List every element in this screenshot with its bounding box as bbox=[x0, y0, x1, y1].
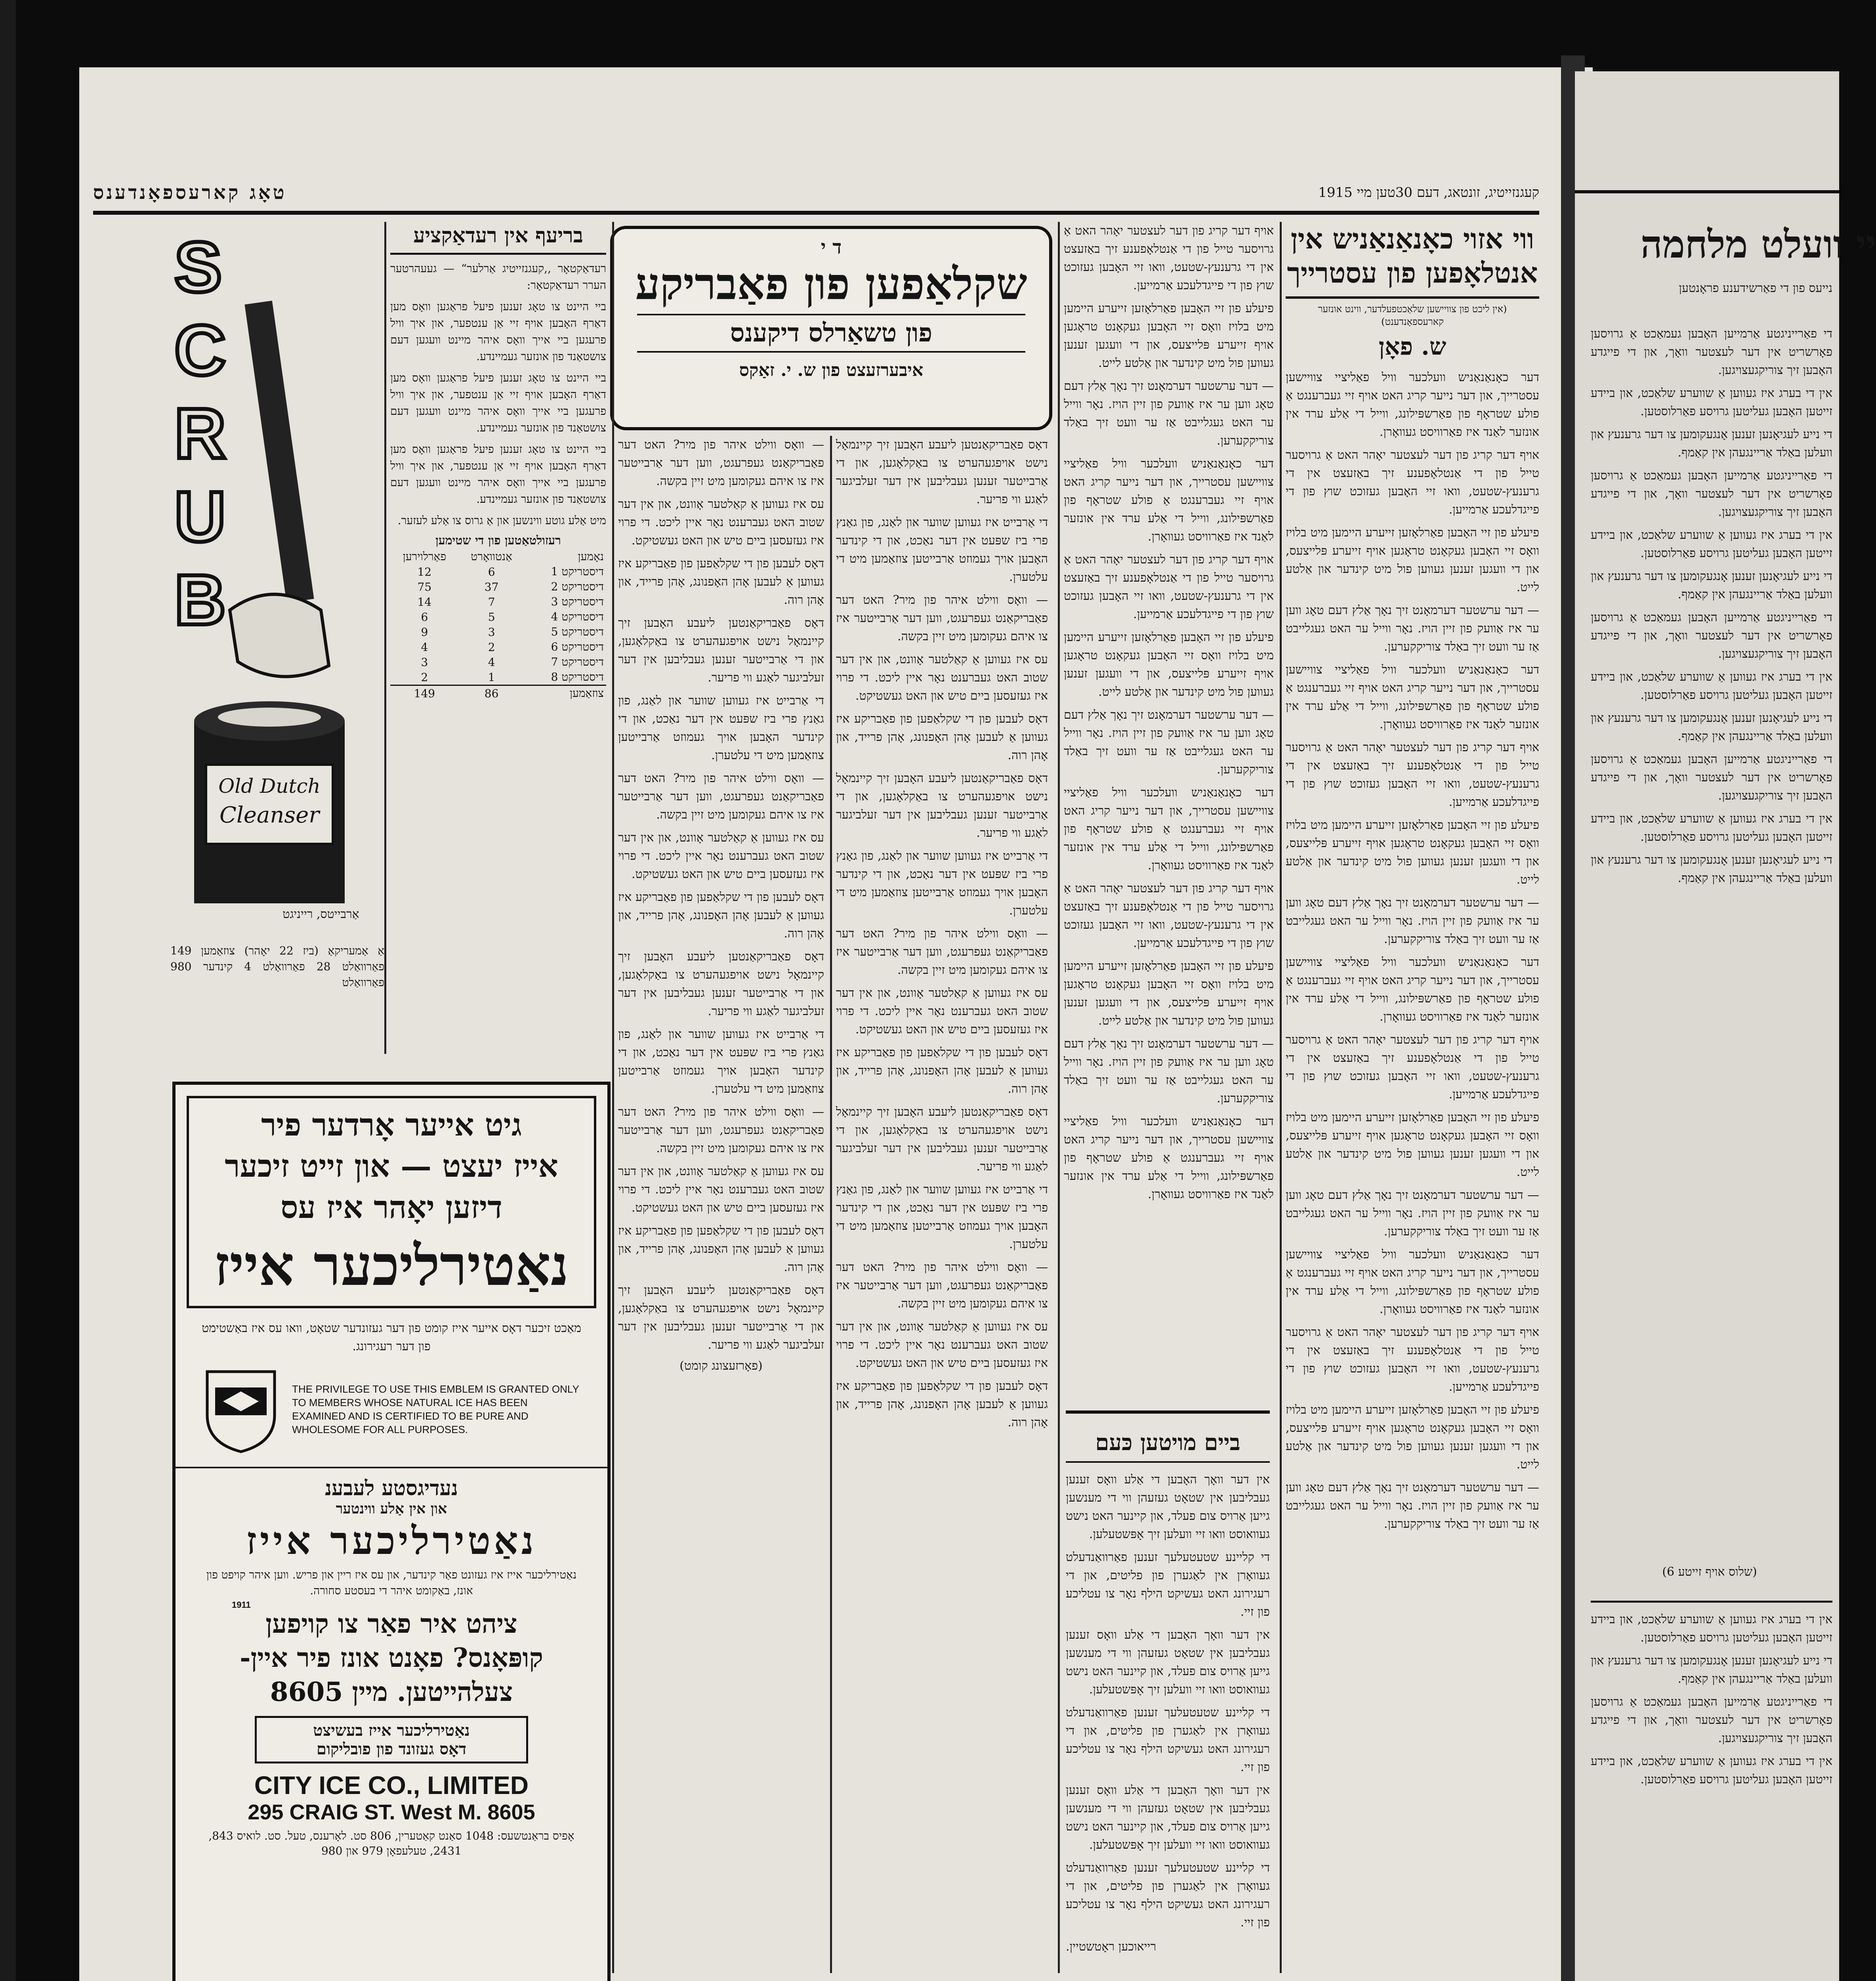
paragraph: פיעלע פון זיי האָבען פאַרלאָזען זייערע היימען מיט בלויז וואָס זיי האָבען געקאָנט טראָגען אויף זייערע פּלייצעס, און די וועגען זענען געווען פול מיט קינדער און אַלטע לייט. bbox=[1064, 959, 1274, 1028]
ice-purity-box bbox=[255, 1716, 528, 1763]
box-body bbox=[1066, 1471, 1270, 1932]
ice-company-name: CITY ICE CO., LIMITED bbox=[254, 1771, 529, 1800]
table-cell: 12 bbox=[417, 565, 432, 578]
paragraph: — וואָס ווילט איהר פון מיר? האט דער פאַבריקאַנט געפרעגט, ווען דער אַרבייטער איז צו איהם געקומען מיט זיין בקשה. bbox=[618, 1105, 824, 1155]
letters-footnote bbox=[170, 943, 384, 1054]
table-cell: 2 bbox=[421, 670, 428, 684]
adjacent-folio-rule bbox=[1575, 182, 1839, 193]
paragraph: ביי היינט צו טאָג זענען פיעל פראַגען וואָס מען דאַרף האָבען אויף זיי אַן ענטפער, און איך וויל פרעגען ביי אייך וואָס איהר מיינט וועגען דעם צושטאַנד פון אונזער געמיינדע. bbox=[390, 443, 606, 506]
table-header-cell: נאָמען bbox=[578, 550, 604, 563]
table-cell: דיסטריקט 1 bbox=[551, 565, 604, 578]
table-row bbox=[390, 579, 606, 594]
table-cell: 149 bbox=[414, 687, 435, 700]
ice-section-title: נאַטירליכער אייז bbox=[246, 1518, 537, 1563]
paragraph: — וואָס ווילט איהר פון מיר? האט דער פאַבריקאַנט געפרעגט, ווען דער אַרבייטער איז צו איהם געקומען מיט זיין בקשה. bbox=[836, 1260, 1048, 1311]
city-ice-ad bbox=[172, 1082, 611, 1981]
folio-date: קעגנזייטיג, זונטאג, דעם 30טען מיי 1915 bbox=[1318, 185, 1539, 200]
paragraph: — וואָס ווילט איהר פון מיר? האט דער פאַבריקאַנט געפרעגט, ווען דער אַרבייטער איז צו איהם געקומען מיט זיין בקשה. bbox=[618, 438, 824, 488]
paragraph: דאָס פאַבריקאַנטען ליעבע האָבען זיך קיינמאָל נישט אויפגעהערט צו באַקלאָגען, און די אַרבייטער זענען געבליבען אין דער זעלביגער לאַגע ווי פריער. bbox=[618, 950, 824, 1018]
ice-company-address: 295 CRAIG ST. West M. 8605 bbox=[248, 1800, 535, 1824]
ice-purity-line1: נאַטירליכער אייז בעשיצט bbox=[313, 1721, 470, 1740]
paragraph: די פאַרייניגטע אַרמייען האָבען געמאַכט אַ גרויסען פאָרשריט אין דער לעצטער וואָך, און די פייגדע האָבען זיך צוריקגעצויגען. bbox=[1591, 469, 1832, 519]
paragraph: עס איז געווען אַ קאַלטער אָוונט, און אין דער שטוב האט געברענט נאָר איין ליכט. די פרוי איז געזעסען ביים טיש און האט געשטיקט. bbox=[618, 831, 824, 881]
paragraph: דאָס לעבען פון די שקלאַפען פון פאַבריקע איז געווען אַ לעבען אָהן האָפנונג, אָהן פרייד, און אָהן רוה. bbox=[618, 890, 824, 941]
paragraph: די קליינע שטעטעלעך זענען פאַרוואַנדעלט געוואָרן אין לאַגערן פון פליטים, און די רעגירונג האט געשיקט הילף נאָר צו עטליכע פון זיי. bbox=[1066, 1861, 1270, 1929]
ice-section-head: נעדיגסטע לעבענ bbox=[176, 1467, 607, 1500]
letters-headline: בריעף אין רעדאַקציע bbox=[390, 222, 606, 255]
table-row bbox=[390, 655, 606, 670]
paragraph: די נייע לעגיאָנען זענען אָנגעקומען צו דער גרענעץ און וועלען באַלד אַריינגעהן אין קאַמף. bbox=[1591, 1654, 1832, 1686]
table-cell: 5 bbox=[488, 610, 495, 624]
paragraph: פיעלע פון זיי האָבען פאַרלאָזען זייערע היימען מיט בלויז וואָס זיי האָבען געקאָנט טראָגען אויף זייערע פּלייצעס, און די וועגען זענען געווען פול מיט קינדער און אַלטע לייט. bbox=[1286, 818, 1539, 887]
paragraph: די אַרבייט איז געווען שווער און לאַנג, פון גאַנץ פרי ביז שפּעט אין דער נאַכט, און די קינדער האָבען אויך געמוזט אַרבייטען צוזאַמען מיט די עלטערן. bbox=[618, 694, 824, 762]
hand-shape bbox=[230, 594, 329, 677]
ice-section-sub: און אין אַלע ווינטער bbox=[336, 1500, 447, 1517]
paragraph: — דער ערשטער דערמאָנט זיך נאָך אַלץ דעם טאָג ווען ער איז אַוועק פון זיין הויז. נאָר ווייל ער האט געגלייבט אַז ער וועט זיך באַלד צוריקקערען. bbox=[1064, 708, 1274, 777]
main-article-byline: ש. פאָן bbox=[1378, 333, 1447, 361]
ice-association-emblem-icon bbox=[199, 1364, 282, 1455]
ice-section-body: נאַטירליכער אייז איז געזונט פאַר קינדער, און עס איז ריין און פריש. ווען איהר קויפט פון אונז, באַקומט איהר די בעסטע סחורה. bbox=[206, 1568, 577, 1597]
letters-body bbox=[390, 260, 606, 529]
paragraph: פיעלע פון זיי האָבען פאַרלאָזען זייערע היימען מיט בלויז וואָס זיי האָבען געקאָנט טראָגען אויף זייערע פּלייצעס, און די וועגען זענען געווען פול מיט קינדער און אַלטע לייט. bbox=[1064, 630, 1274, 699]
table-header-cell: אַנטוואָרט bbox=[471, 550, 512, 563]
table-row bbox=[390, 564, 606, 579]
letters-table-title: רעזולטאַטען פון די שטימען bbox=[435, 534, 561, 548]
paragraph: די נייע לעגיאָנען זענען אָנגעקומען צו דער גרענעץ און וועלען באַלד אַריינגעהן אין קאַמף. bbox=[1591, 711, 1832, 743]
center-headline: שקלאַפען פון פאַבריקע bbox=[635, 258, 1027, 309]
paragraph: אין דער וואָך האָבען די אַלע וואָס זענען געבליבען אין שטאָט געזעהן ווי די מענשען גייען אַרויס צום פעלד, און קיינער האט נישט געוואוסט וואו זיי וועלען זיך אָפּשטעלען. bbox=[1066, 1628, 1270, 1697]
paragraph: — וואָס ווילט איהר פון מיר? האט דער פאַבריקאַנט געפרעגט, ווען דער אַרבייטער איז צו איהם געקומען מיט זיין בקשה. bbox=[836, 593, 1048, 643]
center-subhead: פון טשאַרלס דיקענס bbox=[637, 314, 1025, 353]
paragraph: דער כאָנאַנאַניש וועלכער וויל פאַליציי צוויישען עסטרייך, און דער נייער קריג האט אויף זיי געברענגט אַ פולע שטראָף פון פאַרשפּילונג, ווייל די אַלע ערד אין אונזער לאַנד איז פאַרוויסט געוואָרן. bbox=[1286, 1248, 1539, 1316]
table-cell: 86 bbox=[484, 687, 499, 700]
paragraph: אויף דער קריג פון דער לעצטער יאָהר האט אַ גרויסער טייל פון די אַנטלאָפענע זיך באַזעצט אין די גרענעץ-שטעט, וואו זיי האָבען געזוכט שוץ פון די פייגדלעכע אַרמייען. bbox=[1064, 882, 1274, 950]
paragraph: אויף דער קריג פון דער לעצטער יאָהר האט אַ גרויסער טייל פון די אַנטלאָפענע זיך באַזעצט אין די גרענעץ-שטעט, וואו זיי האָבען געזוכט שוץ פון די פייגדלעכע אַרמייען. bbox=[1064, 224, 1274, 292]
ice-purity-line2: דאָס געזונד פון פובליקום bbox=[316, 1740, 467, 1758]
adjacent-headline: יי וועלט מלחמה bbox=[1640, 222, 1876, 267]
paragraph: אויף דער קריג פון דער לעצטער יאָהר האט אַ גרויסער טייל פון די אַנטלאָפענע זיך באַזעצט אין די גרענעץ-שטעט, וואו זיי האָבען געזוכט שוץ פון די פייגדלעכע אַרמייען. bbox=[1286, 448, 1539, 517]
adjacent-body-2 bbox=[1591, 1601, 1832, 1981]
column-rule bbox=[830, 436, 832, 1973]
box-signature: רייאוכען ראָטשטיין. bbox=[1066, 1940, 1157, 1954]
page-left-edge bbox=[0, 0, 16, 1981]
paragraph: דער כאָנאַנאַניש וועלכער וויל פאַליציי צוויישען עסטרייך, און דער נייער קריג האט אויף זיי געברענגט אַ פולע שטראָף פון פאַרשפּילונג, ווייל די אַלע ערד אין אונזער לאַנד איז פאַרוויסט געוואָרן. bbox=[1064, 457, 1274, 544]
center-article-header-box bbox=[610, 226, 1052, 430]
adjacent-page bbox=[1575, 71, 1876, 1981]
paragraph: די פאַרייניגטע אַרמייען האָבען געמאַכט אַ גרויסען פאָרשריט אין דער לעצטער וואָך, און די פייגדע האָבען זיך צוריקגעצויגען. bbox=[1591, 611, 1832, 661]
ice-emblem-year: 1911 bbox=[232, 1600, 251, 1610]
table-row bbox=[390, 670, 606, 685]
table-cell: 6 bbox=[421, 610, 428, 624]
paragraph: עס איז געווען אַ קאַלטער אָוונט, און אין דער שטוב האט געברענט נאָר איין ליכט. די פרוי איז געזעסען ביים טיש און האט געשטיקט. bbox=[836, 653, 1048, 703]
center-article-col-b bbox=[618, 436, 824, 1973]
folio-title: טאָג קארעספאָנדענס bbox=[93, 181, 287, 204]
column-rule bbox=[1058, 222, 1060, 1973]
table-cell: דיסטריקט 6 bbox=[551, 640, 604, 653]
center-translator: איבערזעצט פון ש. י. זאַקס bbox=[739, 360, 924, 380]
paragraph: אין די בערג איז געווען אַ שווערע שלאַכט, און ביידע זייטען האָבען געליטען גרויסע פאַרלוסטען. bbox=[1591, 386, 1832, 418]
paragraph: פיעלע פון זיי האָבען פאַרלאָזען זייערע היימען מיט בלויז וואָס זיי האָבען געקאָנט טראָגען אויף זייערע פּלייצעס, און די וועגען זענען געווען פול מיט קינדער און אַלטע לייט. bbox=[1286, 1111, 1539, 1179]
table-cell: דיסטריקט 8 bbox=[551, 670, 604, 683]
table-cell: 3 bbox=[488, 625, 495, 639]
paragraph: פיעלע פון זיי האָבען פאַרלאָזען זייערע היימען מיט בלויז וואָס זיי האָבען געקאָנט טראָגען אויף זייערע פּלייצעס, און די וועגען זענען געווען פול מיט קינדער און אַלטע לייט. bbox=[1286, 1403, 1539, 1471]
table-cell: 3 bbox=[421, 655, 428, 669]
paragraph: ביי היינט צו טאָג זענען פיעל פראַגען וואָס מען דאַרף האָבען אויף זיי אַן ענטפער, און איך וויל פרעגען ביי אייך וואָס איהר מיינט וועגען דעם צושטאַנד פון אונזער געמיינדע. bbox=[390, 371, 606, 434]
paragraph: — דער ערשטער דערמאָנט זיך נאָך אַלץ דעם טאָג ווען ער איז אַוועק פון זיין הויז. נאָר ווייל ער האט געגלייבט אַז ער וועט זיך באַלד צוריקקערען. bbox=[1286, 1481, 1539, 1531]
column-rule bbox=[612, 222, 614, 1973]
paragraph: דער כאָנאַנאַניש וועלכער וויל פאַליציי צוויישען עסטרייך, און דער נייער קריג האט אויף זיי געברענגט אַ פולע שטראָף פון פאַרשפּילונג, ווייל די אַלע ערד אין אונזער לאַנד איז פאַרוויסט געוואָרן. bbox=[1286, 955, 1539, 1024]
table-header-cell: פאַרלוירען bbox=[403, 550, 447, 563]
ice-headline-1: גיט אייער אָרדער פיר bbox=[261, 1107, 522, 1143]
paragraph: אין די בערג איז געווען אַ שווערע שלאַכט, און ביידע זייטען האָבען געליטען גרויסע פאַרלוסטען. bbox=[1591, 670, 1832, 702]
results-table bbox=[390, 549, 606, 701]
ice-intro: מאַכט זיכער דאָס אייער אייז קומט פון דער געזונדער שטאָט, וואו עס איז באַשטימט פון דער רעגירונג. bbox=[202, 1321, 581, 1353]
table-cell: 2 bbox=[488, 640, 495, 654]
paragraph: די פאַרייניגטע אַרמייען האָבען געמאַכט אַ גרויסען פאָרשריט אין דער לעצטער וואָך, און די פייגדע האָבען זיך צוריקגעצויגען. bbox=[1591, 752, 1832, 803]
paragraph: אין די בערג איז געווען אַ שווערע שלאַכט, און ביידע זייטען האָבען געליטען גרויסע פאַרלוסטען. bbox=[1591, 1613, 1832, 1645]
paragraph: אויף דער קריג פון דער לעצטער יאָהר האט אַ גרויסער טייל פון די אַנטלאָפענע זיך באַזעצט אין די גרענעץ-שטעט, וואו זיי האָבען געזוכט שוץ פון די פייגדלעכע אַרמייען. bbox=[1286, 1033, 1539, 1101]
table-cell: דיסטריקט 5 bbox=[551, 625, 604, 638]
paragraph: דאָס לעבען פון די שקלאַפען פון פאַבריקע איז געווען אַ לעבען אָהן האָפנונג, אָהן פרייד, און אָהן רוה. bbox=[836, 1046, 1048, 1096]
paragraph: די אַרבייט איז געווען שווער און לאַנג, פון גאַנץ פרי ביז שפּעט אין דער נאַכט, און די קינדער האָבען אויך געמוזט אַרבייטען צוזאַמען מיט די עלטערן. bbox=[618, 1027, 824, 1096]
ice-headline-box bbox=[187, 1096, 596, 1308]
paragraph: דאָס פאַבריקאַנטען ליעבע האָבען זיך קיינמאָל נישט אויפגעהערט צו באַקלאָגען, און די אַרבייטער זענען געבליבען אין דער זעלביגער לאַגע ווי פריער. bbox=[836, 438, 1048, 506]
paragraph: דאָס פאַבריקאַנטען ליעבע האָבען זיך קיינמאָל נישט אויפגעהערט צו באַקלאָגען, און די אַרבייטער זענען געבליבען אין דער זעלביגער לאַגע ווי פריער. bbox=[618, 616, 824, 685]
paragraph: — דער ערשטער דערמאָנט זיך נאָך אַלץ דעם טאָג ווען ער איז אַוועק פון זיין הויז. נאָר ווייל ער האט געגלייבט אַז ער וועט זיך באַלד צוריקקערען. bbox=[1064, 1037, 1274, 1105]
scrub-ad bbox=[170, 222, 378, 931]
paragraph: — וואָס ווילט איהר פון מיר? האט דער פאַבריקאַנט געפרעגט, ווען דער אַרבייטער איז צו איהם געקומען מיט זיין בקשה. bbox=[618, 771, 824, 822]
paragraph: פיעלע פון זיי האָבען פאַרלאָזען זייערע היימען מיט בלויז וואָס זיי האָבען געקאָנט טראָגען אויף זייערע פּלייצעס, און די וועגען זענען געווען פול מיט קינדער און אַלטע לייט. bbox=[1064, 302, 1274, 370]
table-cell: צוזאַמען bbox=[569, 687, 604, 700]
can-label-line2: Cleanser bbox=[219, 802, 319, 828]
paragraph: דער כאָנאַנאַניש וועלכער וויל פאַליציי צוויישען עסטרייך, און דער נייער קריג האט אויף זיי געברענגט אַ פולע שטראָף פון פאַרשפּילונג, ווייל די אַלע ערד אין אונזער לאַנד איז פאַרוויסט געוואָרן. bbox=[1286, 663, 1539, 731]
paragraph: די נייע לעגיאָנען זענען אָנגעקומען צו דער גרענעץ און וועלען באַלד אַריינגעהן אין קאַמף. bbox=[1591, 427, 1832, 460]
box-headline: ביים מויטען כּעם bbox=[1066, 1429, 1270, 1463]
paragraph: — וואָס ווילט איהר פון מיר? האט דער פאַבריקאַנט געפרעגט, ווען דער אַרבייטער איז צו איהם געקומען מיט זיין בקשה. bbox=[836, 927, 1048, 977]
folio-bar bbox=[93, 174, 1539, 215]
paragraph: דאָס לעבען פון די שקלאַפען פון פאַבריקע איז געווען אַ לעבען אָהן האָפנונג, אָהן פרייד, און אָהן רוה. bbox=[618, 1224, 824, 1274]
paragraph: אויף דער קריג פון דער לעצטער יאָהר האט אַ גרויסער טייל פון די אַנטלאָפענע זיך באַזעצט אין די גרענעץ-שטעט, וואו זיי האָבען געזוכט שוץ פון די פייגדלעכע אַרמייען. bbox=[1286, 740, 1539, 809]
column-rule bbox=[1280, 222, 1282, 1973]
paragraph: אין די בערג איז געווען אַ שווערע שלאַכט, און ביידע זייטען האָבען געליטען גרויסע פאַרלוסטען. bbox=[1591, 1754, 1832, 1786]
brush-handle bbox=[244, 301, 314, 603]
footnote-text: אַ אַמעריקאַ (ביז 22 יאָהר) צוזאַמען 149 פאַרוואַלט 28 פאַרוואַלט 4 קינדער 980 פאַרוואַלט bbox=[170, 944, 385, 989]
paragraph: עס איז געווען אַ קאַלטער אָוונט, און אין דער שטוב האט געברענט נאָר איין ליכט. די פרוי איז געזעסען ביים טיש און האט געשטיקט. bbox=[618, 497, 824, 548]
adjacent-continued: (שלוס אויף זייטע 6) bbox=[1662, 1565, 1757, 1579]
table-cell: 9 bbox=[421, 625, 428, 639]
paragraph: אויף דער קריג פון דער לעצטער יאָהר האט אַ גרויסער טייל פון די אַנטלאָפענע זיך באַזעצט אין די גרענעץ-שטעט, וואו זיי האָבען געזוכט שוץ פון די פייגדלעכע אַרמייען. bbox=[1064, 553, 1274, 621]
paragraph: פיעלע פון זיי האָבען פאַרלאָזען זייערע היימען מיט בלויז וואָס זיי האָבען געקאָנט טראָגען אויף זייערע פּלייצעס, און די וועגען זענען געווען פול מיט קינדער און אַלטע לייט. bbox=[1286, 526, 1539, 594]
paragraph: דאָס פאַבריקאַנטען ליעבע האָבען זיך קיינמאָל נישט אויפגעהערט צו באַקלאָגען, און די אַרבייטער זענען געבליבען אין דער זעלביגער לאַגע ווי פריער. bbox=[836, 771, 1048, 840]
paragraph: די נייע לעגיאָנען זענען אָנגעקומען צו דער גרענעץ און וועלען באַלד אַריינגעהן אין קאַמף. bbox=[1591, 853, 1832, 885]
table-cell: 14 bbox=[417, 595, 432, 609]
table-header-row bbox=[390, 549, 606, 564]
paragraph: די נייע לעגיאָנען זענען אָנגעקומען צו דער גרענעץ און וועלען באַלד אַריינגעהן אין קאַמף. bbox=[1591, 569, 1832, 601]
table-cell: 4 bbox=[488, 655, 495, 669]
ice-headline-2: אייז יעצט — און זייט זיכער bbox=[225, 1148, 558, 1184]
paragraph: די אַרבייט איז געווען שווער און לאַנג, פון גאַנץ פרי ביז שפּעט אין דער נאַכט, און די קינדער האָבען אויך געמוזט אַרבייטען צוזאַמען מיט די עלטערן. bbox=[836, 849, 1048, 918]
paragraph: דאָס פאַבריקאַנטען ליעבע האָבען זיך קיינמאָל נישט אויפגעהערט צו באַקלאָגען, און די אַרבייטער זענען געבליבען אין דער זעלביגער לאַגע ווי פריער. bbox=[836, 1105, 1048, 1174]
table-cell: 75 bbox=[417, 580, 432, 594]
adjacent-body bbox=[1591, 325, 1832, 1553]
paragraph: אין די בערג איז געווען אַ שווערע שלאַכט, און ביידע זייטען האָבען געליטען גרויסע פאַרלוסטען. bbox=[1591, 812, 1832, 844]
death-notice-box bbox=[1066, 1410, 1270, 1968]
paragraph: די פאַרייניגטע אַרמייען האָבען געמאַכט אַ גרויסען פאָרשריט אין דער לעצטער וואָך, און די פייגדע האָבען זיך צוריקגעצויגען. bbox=[1591, 1695, 1832, 1745]
table-cell: דיסטריקט 4 bbox=[551, 610, 604, 623]
paragraph: — דער ערשטער דערמאָנט זיך נאָך אַלץ דעם טאָג ווען ער איז אַוועק פון זיין הויז. נאָר ווייל ער האט געגלייבט אַז ער וועט זיך באַלד צוריקקערען. bbox=[1286, 603, 1539, 654]
main-article-continued bbox=[1064, 222, 1274, 1371]
paragraph: — דער ערשטער דערמאָנט זיך נאָך אַלץ דעם טאָג ווען ער איז אַוועק פון זיין הויז. נאָר ווייל ער האט געגלייבט אַז ער וועט זיך באַלד צוריקקערען. bbox=[1286, 896, 1539, 946]
paragraph: די קליינע שטעטעלעך זענען פאַרוואַנדעלט געוואָרן אין לאַגערן פון פליטים, און די רעגירונג האט געשיקט הילף נאָר צו עטליכע פון זיי. bbox=[1066, 1550, 1270, 1619]
paragraph: רעדאַקטאָר ,,קעגנזייטיג אַרלער“ — געעהרטער הערר רעדאַקטאָר: bbox=[390, 262, 606, 292]
paragraph: עס איז געווען אַ קאַלטער אָוונט, און אין דער שטוב האט געברענט נאָר איין ליכט. די פרוי איז געזעסען ביים טיש און האט געשטיקט. bbox=[618, 1164, 824, 1215]
paragraph: עס איז געווען אַ קאַלטער אָוונט, און אין דער שטוב האט געברענט נאָר איין ליכט. די פרוי איז געזעסען ביים טיש און האט געשטיקט. bbox=[836, 986, 1048, 1036]
letters-column bbox=[390, 222, 606, 1046]
center-body-b bbox=[618, 436, 824, 1354]
paragraph: די קליינע שטעטעלעך זענען פאַרוואַנדעלט געוואָרן אין לאַגערן פון פליטים, און די רעגירונג האט געשיקט הילף נאָר צו עטליכע פון זיי. bbox=[1066, 1706, 1270, 1774]
adjacent-subhead: נייעס פון די פאַרשידענע פראָנטען bbox=[1679, 281, 1832, 295]
cleanser-powder bbox=[218, 708, 321, 727]
column-rule bbox=[384, 222, 386, 1054]
center-kicker: ד י bbox=[821, 236, 842, 258]
main-article-subhead: (אין ליכט פון צוויישען שלאַכטפעלדער, ווינט אונזער קארעספאָנדענט) bbox=[1318, 303, 1507, 327]
table-row bbox=[390, 594, 606, 609]
paragraph: דער כאָנאַנאַניש וועלכער וויל פאַליציי צוויישען עסטרייך, און דער נייער קריג האט אויף זיי געברענגט אַ פולע שטראָף פון פאַרשפּילונג, ווייל די אַלע ערד אין אונזער לאַנד איז פאַרוויסט געוואָרן. bbox=[1286, 370, 1539, 439]
paragraph: — דער ערשטער דערמאָנט זיך נאָך אַלץ דעם טאָג ווען ער איז אַוועק פון זיין הויז. נאָר ווייל ער האט געגלייבט אַז ער וועט זיך באַלד צוריקקערען. bbox=[1286, 1188, 1539, 1239]
main-article-body bbox=[1286, 368, 1539, 1533]
paragraph: מיט אַלע גוטע ווינשען און אַ גרוס צו אַלע לעזער. bbox=[397, 514, 606, 527]
table-cell: דיסטריקט 7 bbox=[551, 655, 604, 668]
ice-cta-1: ציהט איר פאַר צו קויפען bbox=[265, 1608, 517, 1639]
paragraph: אין די בערג איז געווען אַ שווערע שלאַכט, און ביידע זייטען האָבען געליטען גרויסע פאַרלוסטען. bbox=[1591, 528, 1832, 560]
center-body-a bbox=[836, 436, 1048, 1432]
paragraph: דאָס לעבען פון די שקלאַפען פון פאַבריקע איז געווען אַ לעבען אָהן האָפנונג, אָהן פרייד, און אָהן רוה. bbox=[836, 1379, 1048, 1429]
paragraph: ביי היינט צו טאָג זענען פיעל פראַגען וואָס מען דאַרף האָבען אויף זיי אַן ענטפער, און איך וויל פרעגען ביי אייך וואָס איהר מיינט וועגען דעם צושטאַנד פון אונזער געמיינדע. bbox=[390, 300, 606, 363]
table-cell: 6 bbox=[488, 565, 495, 578]
can-label-line1: Old Dutch bbox=[218, 775, 321, 798]
paragraph: די פאַרייניגטע אַרמייען האָבען געמאַכט אַ גרויסען פאָרשריט אין דער לעצטער וואָך, און די פייגדע האָבען זיך צוריקגעצויגען. bbox=[1591, 327, 1832, 377]
paragraph: דאָס לעבען פון די שקלאַפען פון פאַבריקע איז געווען אַ לעבען אָהן האָפנונג, אָהן פרייד, און אָהן רוה. bbox=[618, 557, 824, 607]
table-cell: דיסטריקט 2 bbox=[551, 580, 604, 593]
paragraph: דאָס לעבען פון די שקלאַפען פון פאַבריקע איז געווען אַ לעבען אָהן האָפנונג, אָהן פרייד, און אָהן רוה. bbox=[836, 712, 1048, 762]
table-cell: 7 bbox=[488, 595, 495, 609]
table-cell: 37 bbox=[484, 580, 499, 594]
ice-cta-3: צעלהייטען. מיין 8605 bbox=[270, 1676, 513, 1707]
center-article-col-a bbox=[836, 436, 1048, 1973]
ice-big-title: נאַטירליכער אייז bbox=[214, 1233, 569, 1298]
paragraph: די אַרבייט איז געווען שווער און לאַנג, פון גאַנץ פרי ביז שפּעט אין דער נאַכט, און די קינדער האָבען אויך געמוזט אַרבייטען צוזאַמען מיט די עלטערן. bbox=[836, 515, 1048, 584]
table-cell: דיסטריקט 3 bbox=[551, 595, 604, 608]
table-total-row bbox=[390, 685, 606, 701]
paragraph: אין דער וואָך האָבען די אַלע וואָס זענען געבליבען אין שטאָט געזעהן ווי די מענשען גייען אַרויס צום פעלד, און קיינער האט נישט געוואוסט וואו זיי וועלען זיך אָפּשטעלען. bbox=[1066, 1783, 1270, 1852]
paragraph: דער כאָנאַנאַניש וועלכער וויל פאַליציי צוויישען עסטרייך, און דער נייער קריג האט אויף זיי געברענגט אַ פולע שטראָף פון פאַרשפּילונג, ווייל די אַלע ערד אין אונזער לאַנד איז פאַרוויסט געוואָרן. bbox=[1064, 1115, 1274, 1201]
table-row bbox=[390, 624, 606, 639]
ice-branches: אָפיס בראַנטשעס: 1048 סאַנט קאַטערין, 806 סט. לאָרענס, טעל. סט. לואיס 843, 2431, טעלעפאָן 979 און 980 bbox=[208, 1829, 574, 1857]
scrub-caption: אַרבייטס, רייניגט bbox=[282, 907, 359, 921]
table-row bbox=[390, 609, 606, 624]
paragraph: עס איז געווען אַ קאַלטער אָוונט, און אין דער שטוב האט געברענט נאָר איין ליכט. די פרוי איז געזעסען ביים טיש און האט געשטיקט. bbox=[836, 1320, 1048, 1370]
ice-emblem-text: THE PRIVILEGE TO USE THIS EMBLEM IS GRANTED ONLY TO MEMBERS WHOSE NATURAL ICE HAS BEEN EXAMINED AND IS CERTIFIED TO BE PURE AND WHOLESOME FOR ALL PURPOSES. bbox=[292, 1383, 579, 1435]
continued-body bbox=[1064, 222, 1274, 1204]
paragraph: אין דער וואָך האָבען די אַלע וואָס זענען געבליבען אין שטאָט געזעהן ווי די מענשען גייען אַרויס צום פעלד, און קיינער האט נישט געוואוסט וואו זיי וועלען זיך אָפּשטעלען. bbox=[1066, 1473, 1270, 1541]
paragraph: דאָס פאַבריקאַנטען ליעבע האָבען זיך קיינמאָל נישט אויפגעהערט צו באַקלאָגען, און די אַרבייטער זענען געבליבען אין דער זעלביגער לאַגע ווי פריער. bbox=[618, 1283, 824, 1352]
center-continued: (פאָרזעצונג קומט) bbox=[679, 1359, 763, 1373]
table-cell: 4 bbox=[421, 640, 428, 654]
table-row bbox=[390, 639, 606, 655]
paragraph: די אַרבייט איז געווען שווער און לאַנג, פון גאַנץ פרי ביז שפּעט אין דער נאַכט, און די קינדער האָבען אויך געמוזט אַרבייטען צוזאַמען מיט די עלטערן. bbox=[836, 1183, 1048, 1251]
scrub-word: SCRUB bbox=[174, 227, 226, 640]
table-cell: 1 bbox=[488, 670, 495, 684]
ice-cta-2: קופּאָנס? פאָנט אונז פיר איין- bbox=[240, 1642, 543, 1673]
paragraph: אויף דער קריג פון דער לעצטער יאָהר האט אַ גרויסער טייל פון די אַנטלאָפענע זיך באַזעצט אין די גרענעץ-שטעט, וואו זיי האָבען געזוכט שוץ פון די פייגדלעכע אַרמייען. bbox=[1286, 1325, 1539, 1394]
main-article-headline: ווי אזוי כאָנאַנאַניש אין אנטלאָפען פון עסטרייך bbox=[1286, 222, 1539, 299]
ice-emblem-row bbox=[199, 1364, 584, 1455]
paragraph: דער כאָנאַנאַניש וועלכער וויל פאַליציי צוויישען עסטרייך, און דער נייער קריג האט אויף זיי געברענגט אַ פולע שטראָף פון פאַרשפּילונג, ווייל די אַלע ערד אין אונזער לאַנד איז פאַרוויסט געוואָרן. bbox=[1064, 786, 1274, 872]
paragraph: — דער ערשטער דערמאָנט זיך נאָך אַלץ דעם טאָג ווען ער איז אַוועק פון זיין הויז. נאָר ווייל ער האט געגלייבט אַז ער וועט זיך באַלד צוריקקערען. bbox=[1064, 379, 1274, 448]
main-article bbox=[1286, 222, 1539, 1973]
ice-headline-3: דיזען יאָהר איז עס bbox=[281, 1189, 502, 1225]
